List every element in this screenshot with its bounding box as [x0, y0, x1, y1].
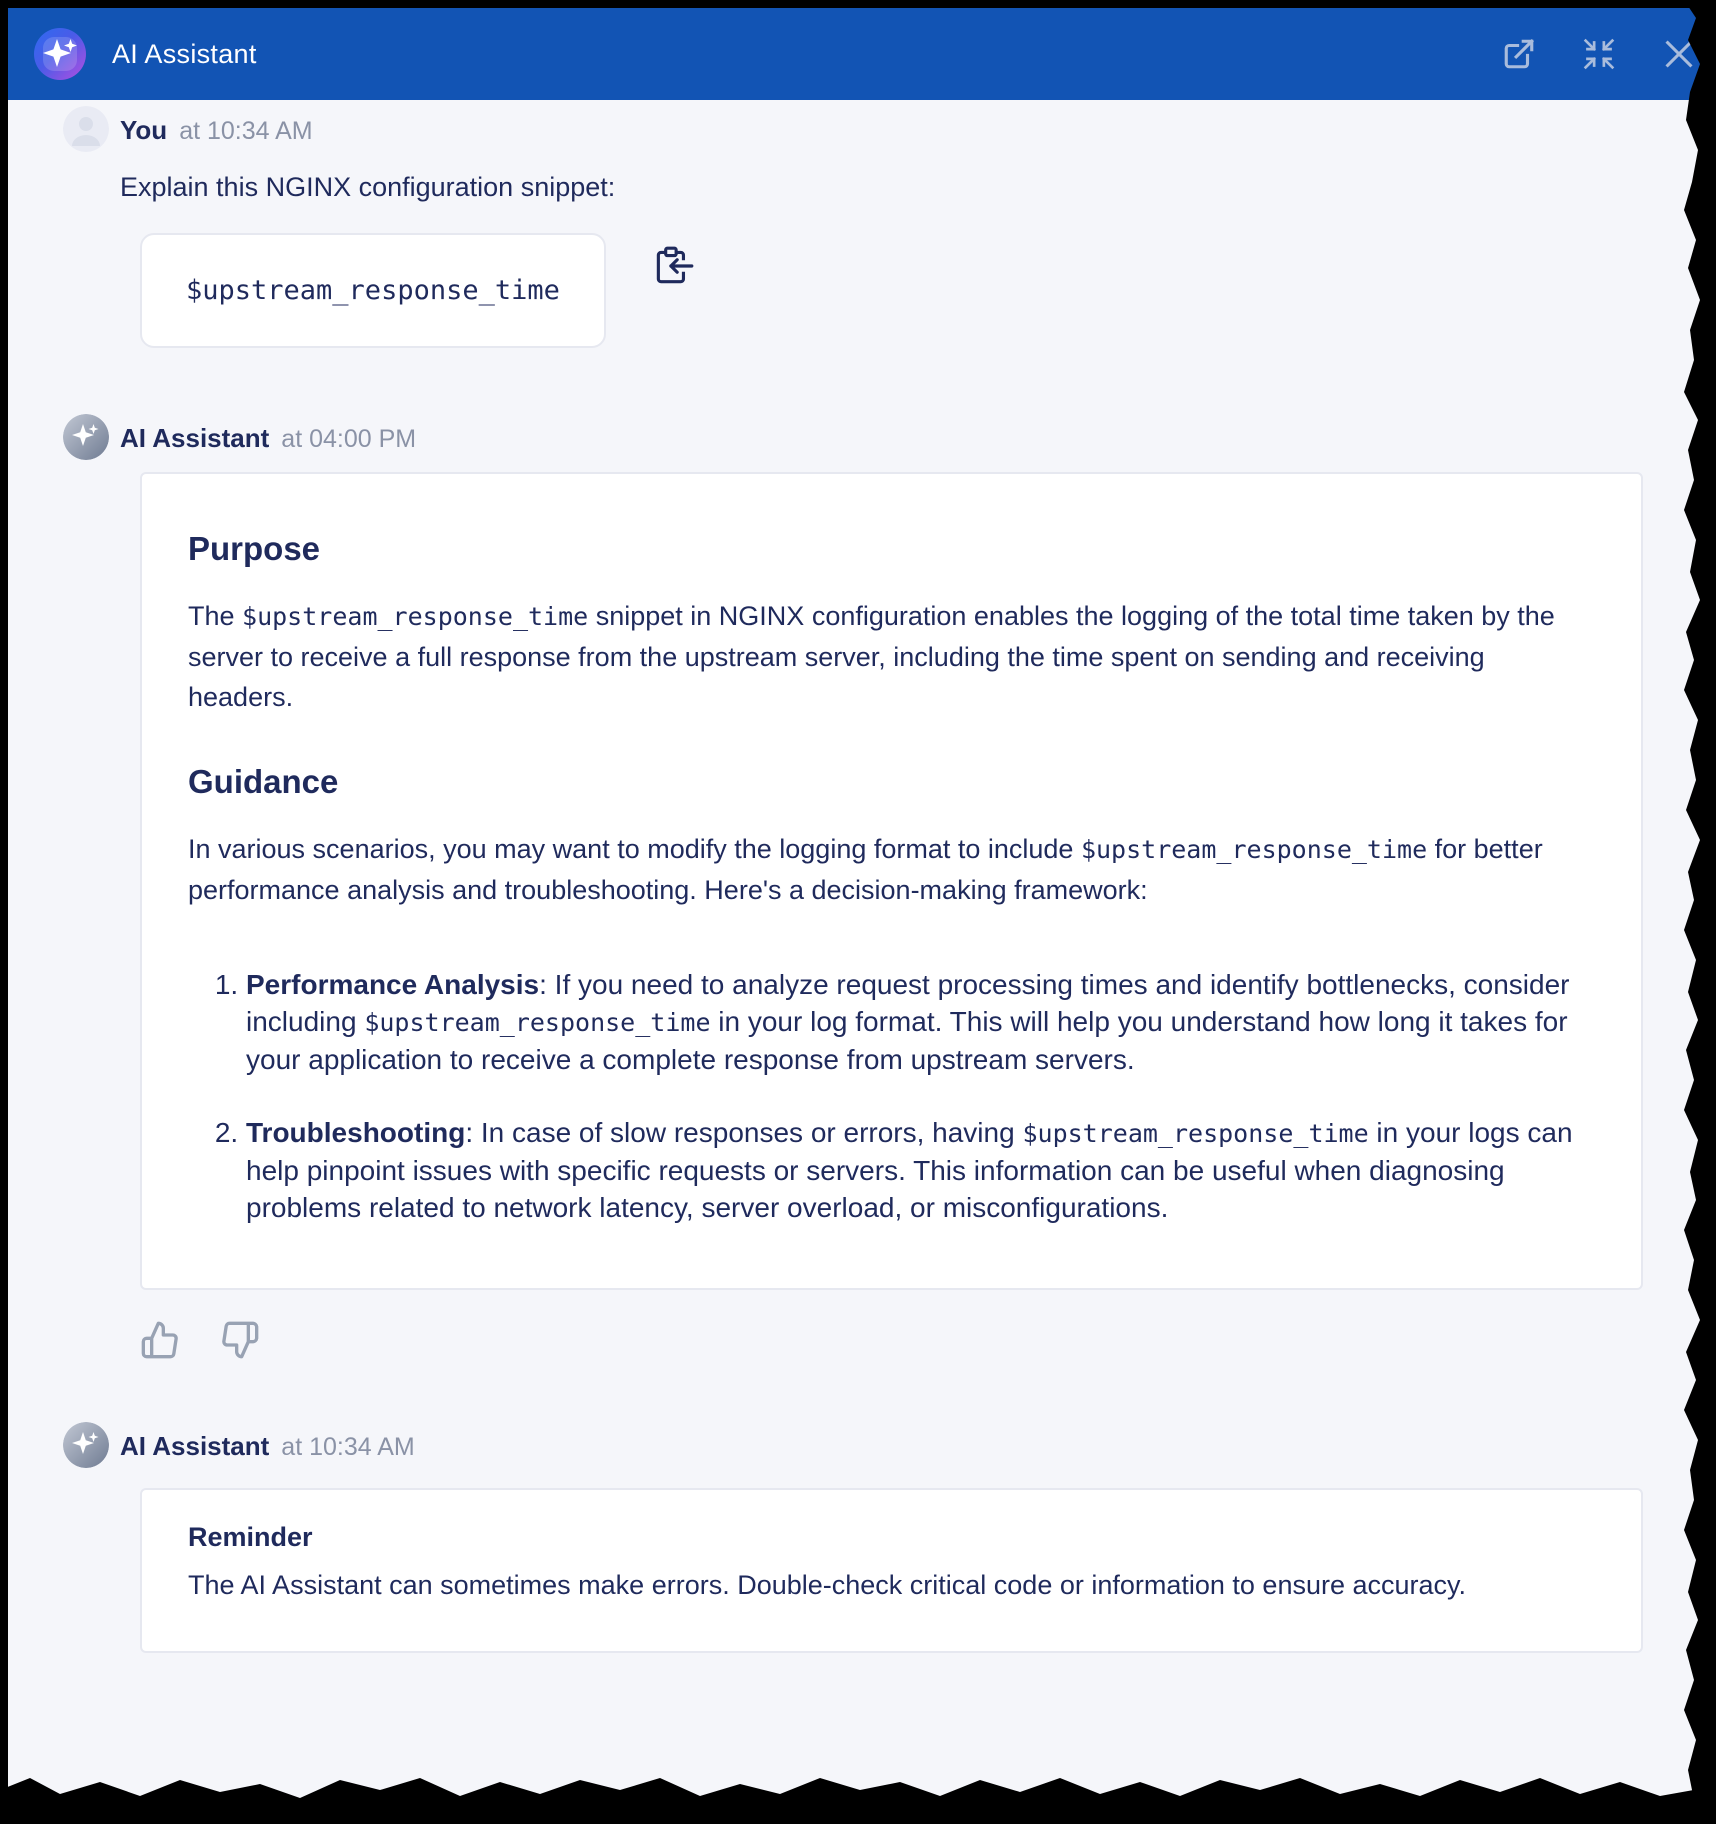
sender-name: You	[120, 115, 168, 145]
guidance-list	[188, 966, 1595, 1226]
close-icon[interactable]	[1662, 37, 1696, 71]
panel-header-actions	[1502, 37, 1696, 71]
code-snippet-block	[140, 233, 1643, 348]
guidance-paragraph: In various scenarios, you may want to modify the logging format to include $upstream_response_time for better performance analysis and troubleshooting. Here's a decision-making framework:	[188, 834, 1543, 905]
purpose-heading: Purpose	[188, 530, 321, 567]
sender-name: AI Assistant	[120, 423, 270, 453]
ai-assistant-logo-icon	[34, 28, 86, 80]
code-snippet: $upstream_response_time	[140, 233, 606, 348]
list-item: 2. Troubleshooting: In case of slow responses or errors, having $upstream_response_time in your logs can help pinpoint issues with specific requests or servers. This information can be useful when diagnosing problems related to network latency, server overload, or misconfigurations.	[246, 1114, 1595, 1226]
ai-assistant-panel	[8, 8, 1700, 1808]
panel-header	[8, 8, 1700, 100]
chat-transcript	[8, 100, 1700, 1653]
user-message	[63, 106, 1643, 348]
message-timestamp: at 10:34 AM	[281, 1433, 415, 1461]
open-in-new-window-icon[interactable]	[1502, 37, 1536, 71]
assistant-avatar	[63, 1422, 109, 1468]
message-timestamp: at 10:34 AM	[179, 117, 313, 145]
list-item: 1. Performance Analysis: If you need to analyze request processing times and identify bottlenecks, consider including $upstream_response_time in your log format. This will help you understand how long it takes for your application to receive a complete response from upstream servers.	[246, 966, 1595, 1078]
message-header	[120, 414, 1643, 454]
thumbs-down-icon[interactable]	[220, 1320, 260, 1360]
message-header	[120, 106, 1643, 146]
paste-clipboard-icon[interactable]	[650, 243, 696, 289]
assistant-message	[63, 414, 1643, 1360]
reminder-card	[140, 1488, 1643, 1653]
purpose-paragraph: The $upstream_response_time snippet in NGINX configuration enables the logging of the total time taken by the server to receive a full response from the upstream server, including the time spent on sending and receiving headers.	[188, 601, 1555, 712]
thumbs-up-icon[interactable]	[140, 1320, 180, 1360]
assistant-response-card	[140, 472, 1643, 1290]
assistant-message	[63, 1422, 1643, 1653]
user-message-text: Explain this NGINX configuration snippet:	[120, 172, 616, 202]
reminder-text: The AI Assistant can sometimes make errors. Double-check critical code or information to ensure accuracy.	[188, 1570, 1467, 1600]
guidance-heading: Guidance	[188, 763, 339, 800]
assistant-avatar	[63, 414, 109, 460]
collapse-icon[interactable]	[1582, 37, 1616, 71]
reminder-heading: Reminder	[188, 1522, 313, 1552]
message-timestamp: at 04:00 PM	[281, 425, 417, 453]
panel-title: AI Assistant	[112, 38, 257, 69]
message-header	[120, 1422, 1643, 1462]
user-avatar	[63, 106, 109, 152]
sender-name: AI Assistant	[120, 1431, 270, 1461]
feedback-buttons	[140, 1320, 1643, 1360]
